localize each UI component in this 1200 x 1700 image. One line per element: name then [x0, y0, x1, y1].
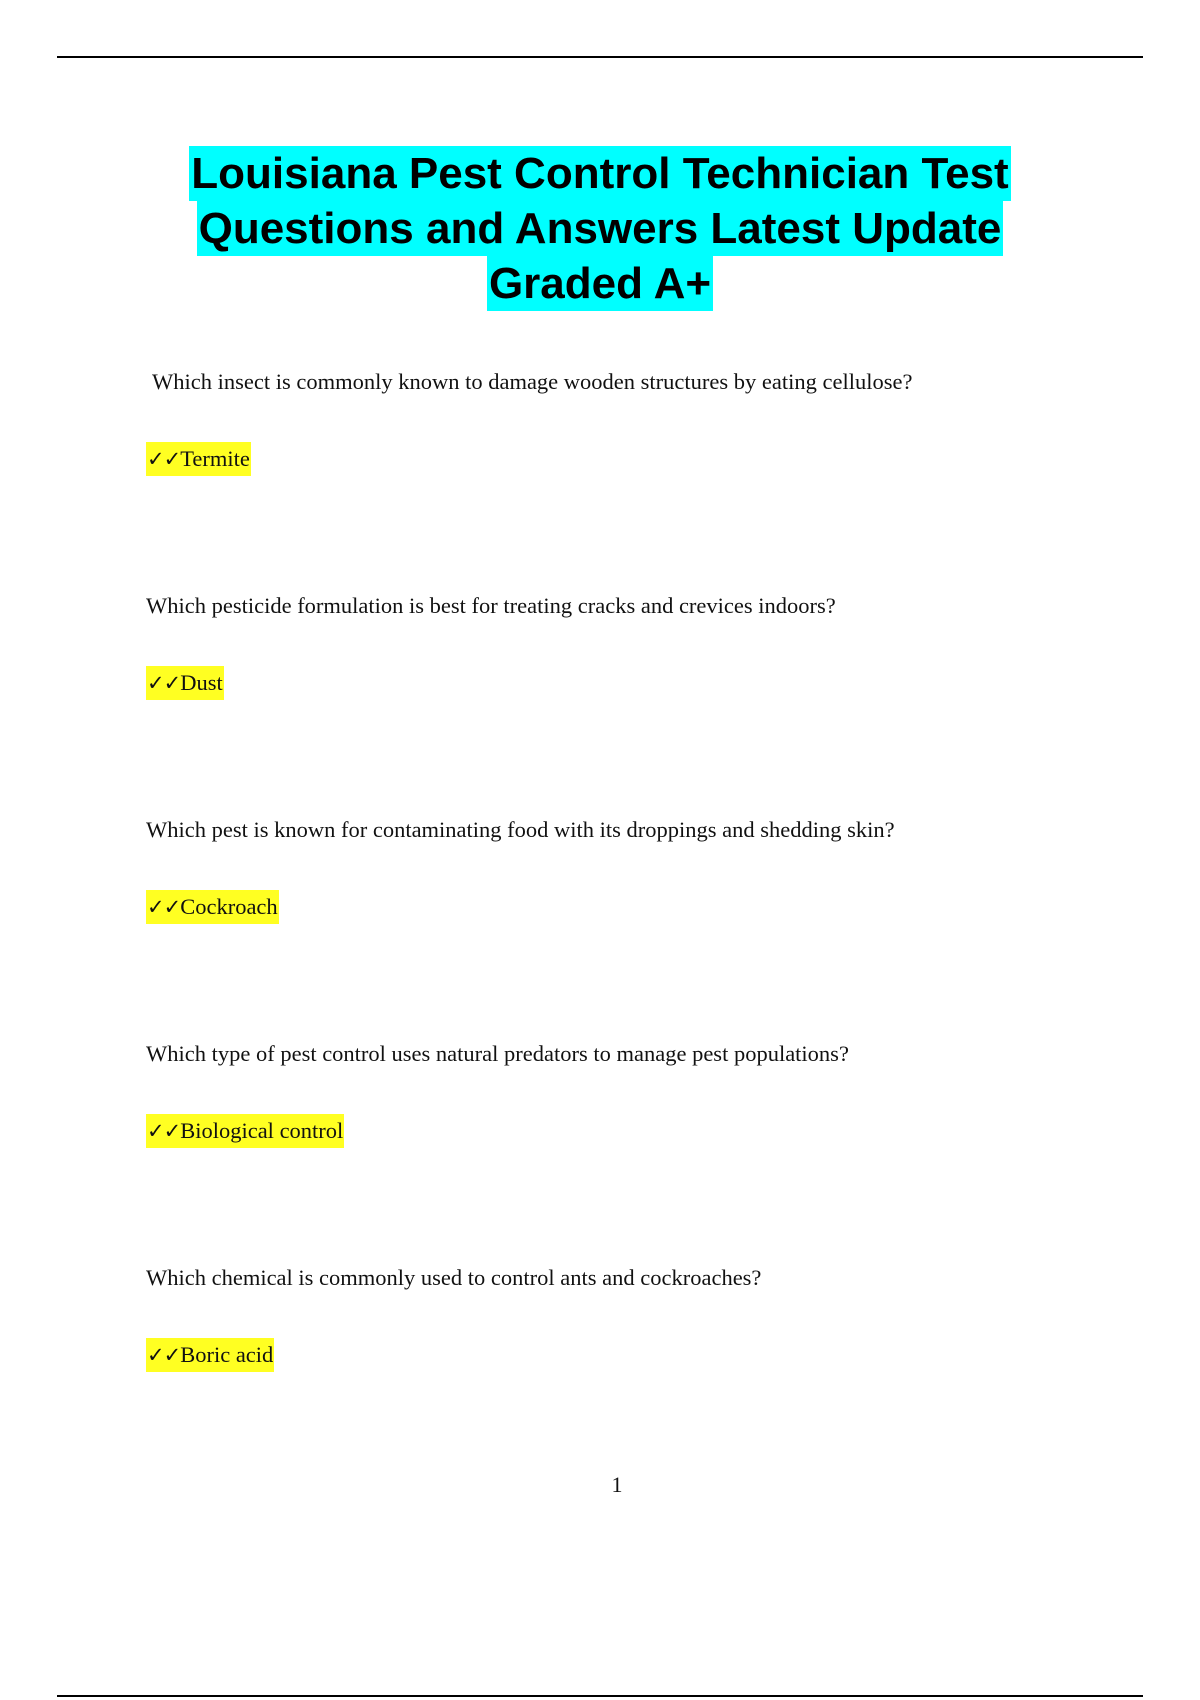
title-line: Questions and Answers Latest Update: [197, 201, 1004, 256]
answer-text: Biological control: [180, 1118, 344, 1143]
qa-item: [146, 1040, 1066, 1143]
question-text: Which pest is known for contaminating food with its droppings and shedding skin?: [146, 817, 895, 842]
answer-text: Dust: [180, 670, 223, 695]
header-rule: [57, 56, 1143, 58]
question-text: Which pesticide formulation is best for treating cracks and crevices indoors?: [146, 593, 836, 618]
double-check-icon: ✓✓: [147, 671, 181, 695]
document-title: [100, 146, 1100, 311]
question-text: Which type of pest control uses natural predators to manage pest populations?: [146, 1041, 849, 1066]
double-check-icon: ✓✓: [147, 447, 181, 471]
double-check-icon: ✓✓: [147, 1119, 181, 1143]
answer-highlight: [146, 666, 224, 700]
answer-highlight: [146, 1114, 344, 1148]
answer-text: Cockroach: [180, 894, 278, 919]
qa-item: [146, 816, 1066, 919]
answer-highlight: [146, 1338, 274, 1372]
page-number: 1: [611, 1472, 623, 1497]
answer-highlight: [146, 442, 251, 476]
question-text: Which insect is commonly known to damage wooden structures by eating cellulose?: [152, 369, 913, 394]
answer-text: Boric acid: [180, 1342, 274, 1367]
title-line: Louisiana Pest Control Technician Test: [189, 146, 1010, 201]
qa-item: [147, 368, 1072, 471]
qa-item: [146, 1264, 1066, 1367]
title-line: Graded A+: [487, 256, 713, 311]
double-check-icon: ✓✓: [147, 895, 181, 919]
question-text: Which chemical is commonly used to control ants and cockroaches?: [146, 1265, 762, 1290]
footer-rule: [57, 1695, 1143, 1697]
answer-highlight: [146, 890, 279, 924]
qa-item: [146, 592, 1066, 695]
double-check-icon: ✓✓: [147, 1343, 181, 1367]
answer-text: Termite: [180, 446, 250, 471]
